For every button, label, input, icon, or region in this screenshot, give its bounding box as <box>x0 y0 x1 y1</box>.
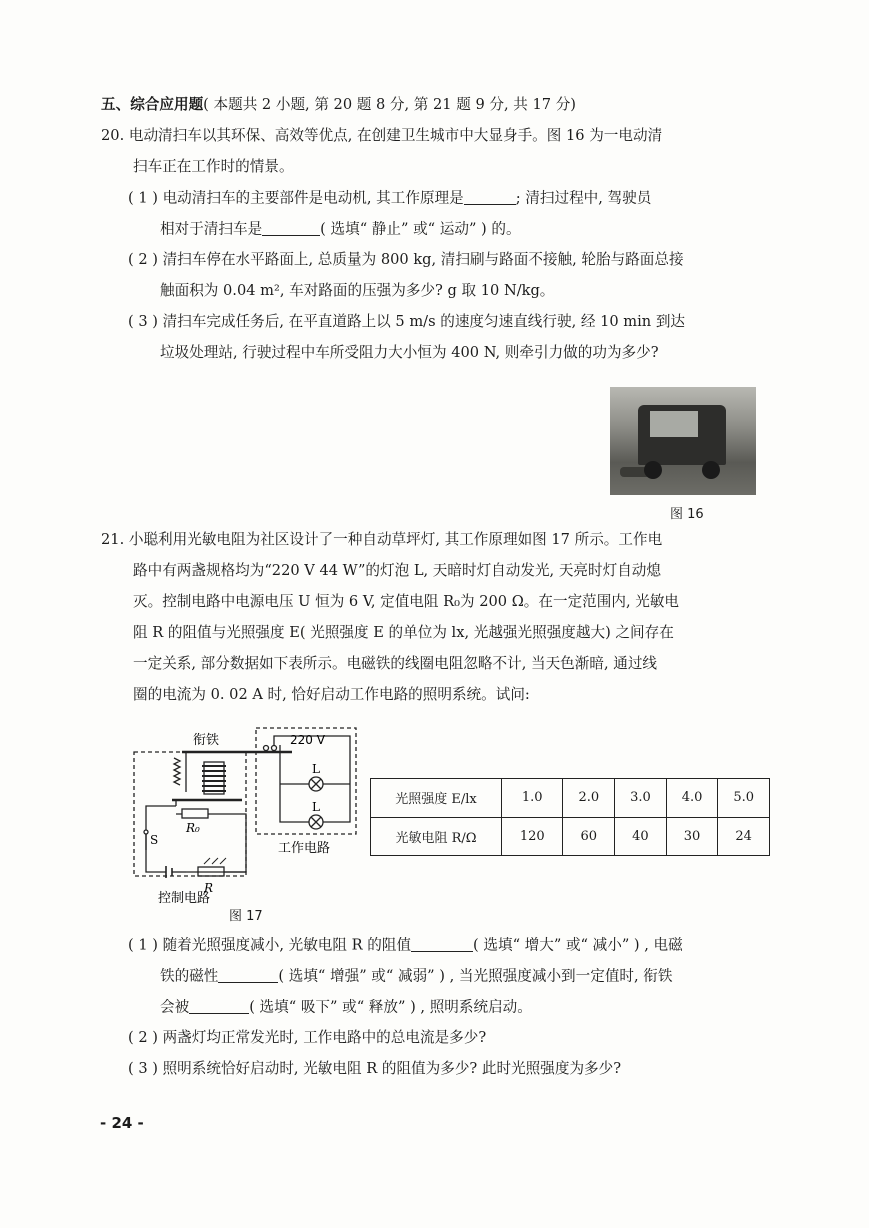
section-note: ( 本题共 2 小题, 第 20 题 8 分, 第 21 题 9 分, 共 17 分) <box>203 96 576 113</box>
table-cell: 30 <box>666 817 718 856</box>
q21-stem-line3: 灭。控制电路中电源电压 U 恒为 6 V, 定值电阻 R₀为 200 Ω。在一定范围内, 光敏电 <box>133 593 680 610</box>
q20-stem-line2: 扫车正在工作时的情景。 <box>133 158 294 175</box>
q20-part1-text-d: ( 选填“ 静止” 或“ 运动” ) 的。 <box>320 220 521 238</box>
q21-part2: ( 2 ) 两盏灯均正常发光时, 工作电路中的总电流是多少? <box>128 1029 487 1046</box>
q21-part1-text-a: ( 1 ) 随着光照强度减小, 光敏电阻 R 的阻值 <box>128 936 412 954</box>
q21-part1-text-f: ( 选填“ 吸下” 或“ 释放” ) , 照明系统启动。 <box>249 998 532 1016</box>
section-header <box>101 96 576 114</box>
table-cell: 120 <box>502 817 563 856</box>
q20-part2-line1: ( 2 ) 清扫车停在水平路面上, 总质量为 800 kg, 清扫刷与路面不接触, 轮胎与路面总接 <box>128 251 684 268</box>
q21-part1-line2 <box>160 967 672 985</box>
page-number: - 24 - <box>100 1114 144 1132</box>
q21-part1-text-e: 会被 <box>160 998 190 1016</box>
q20-part1-text-b: ; 清扫过程中, 驾驶员 <box>515 189 652 207</box>
table-cell: 24 <box>718 817 770 856</box>
r0-resistor <box>182 809 208 818</box>
q20-part1-line1 <box>128 189 651 207</box>
voltage-label: 220 V <box>290 733 325 747</box>
q20-part3-line2: 垃圾处理站, 行驶过程中车所受阻力大小恒为 400 N, 则牵引力做的功为多少? <box>160 344 659 361</box>
q21-part1-line3 <box>160 998 532 1016</box>
q20-part1-text-c: 相对于清扫车是 <box>160 220 263 238</box>
table-header-illuminance: 光照强度 E/lx <box>371 779 502 818</box>
q20-part3-line1: ( 3 ) 清扫车完成任务后, 在平直道路上以 5 m/s 的速度匀速直线行驶, 经 10 min 到达 <box>128 313 686 330</box>
q21-part1-blank2[interactable] <box>218 967 278 983</box>
lamp2-label: L <box>312 800 320 814</box>
q21-stem-line5: 一定关系, 部分数据如下表所示。电磁铁的线圈电阻忽略不计, 当天色渐暗, 通过线 <box>133 655 658 672</box>
q21-part1-text-b: ( 选填“ 增大” 或“ 减小” ) , 电磁 <box>473 936 683 954</box>
armature-label: 衔铁 <box>193 733 220 748</box>
relay-circuit-diagram <box>128 722 368 907</box>
table-row <box>371 817 770 856</box>
q21-part1-line1 <box>128 936 683 954</box>
q21-part1-text-c: 铁的磁性 <box>160 967 219 985</box>
table-cell: 1.0 <box>502 779 563 818</box>
cleaning-vehicle-photo <box>610 387 756 495</box>
table-cell: 4.0 <box>666 779 718 818</box>
q20-part1-text-a: ( 1 ) 电动清扫车的主要部件是电动机, 其工作原理是 <box>128 189 464 207</box>
photoresistor-data-table <box>370 778 770 856</box>
q21-part1-blank3[interactable] <box>189 998 249 1014</box>
figure17-caption: 图 17 <box>229 909 263 924</box>
q21-stem-line6: 圈的电流为 0. 02 A 时, 恰好启动工作电路的照明系统。试问: <box>133 686 530 703</box>
figure16-caption: 图 16 <box>670 507 704 522</box>
r0-label: R₀ <box>186 821 200 835</box>
q21-part1-blank1[interactable] <box>411 936 473 952</box>
q21-stem-line1: 21. 小聪利用光敏电阻为社区设计了一种自动草坪灯, 其工作原理如图 17 所示。工作电 <box>101 531 663 548</box>
table-cell: 40 <box>615 817 667 856</box>
table-cell: 2.0 <box>563 779 615 818</box>
work-circuit-label: 工作电路 <box>278 841 331 856</box>
q20-part1-blank2[interactable] <box>262 220 320 236</box>
table-header-resistance: 光敏电阻 R/Ω <box>371 817 502 856</box>
q20-part1-blank1[interactable] <box>464 189 516 205</box>
spring-icon <box>174 758 180 785</box>
q20-part1-line2 <box>160 220 521 238</box>
q21-part1-text-d: ( 选填“ 增强” 或“ 减弱” ) , 当光照强度减小到一定值时, 衔铁 <box>278 967 673 985</box>
table-row <box>371 779 770 818</box>
lamp1-label: L <box>312 762 320 776</box>
section-title: 五、综合应用题 <box>101 96 204 113</box>
switch-label: S <box>150 833 159 847</box>
q21-part3: ( 3 ) 照明系统恰好启动时, 光敏电阻 R 的阻值为多少? 此时光照强度为多少? <box>128 1060 622 1077</box>
r-label: R <box>204 881 214 895</box>
table-cell: 5.0 <box>718 779 770 818</box>
q21-stem-line2: 路中有两盏规格均为“220 V 44 W”的灯泡 L, 天暗时灯自动发光, 天亮时灯自动熄 <box>133 562 661 579</box>
control-circuit-label: 控制电路 <box>158 891 211 906</box>
table-cell: 60 <box>563 817 615 856</box>
table-cell: 3.0 <box>615 779 667 818</box>
q20-part2-line2: 触面积为 0.04 m², 车对路面的压强为多少? g 取 10 N/kg。 <box>160 282 555 299</box>
q20-stem-line1: 20. 电动清扫车以其环保、高效等优点, 在创建卫生城市中大显身手。图 16 为一电动清 <box>101 127 663 144</box>
q21-stem-line4: 阻 R 的阻值与光照强度 E( 光照强度 E 的单位为 lx, 光越强光照强度越大) 之间存在 <box>133 624 674 641</box>
